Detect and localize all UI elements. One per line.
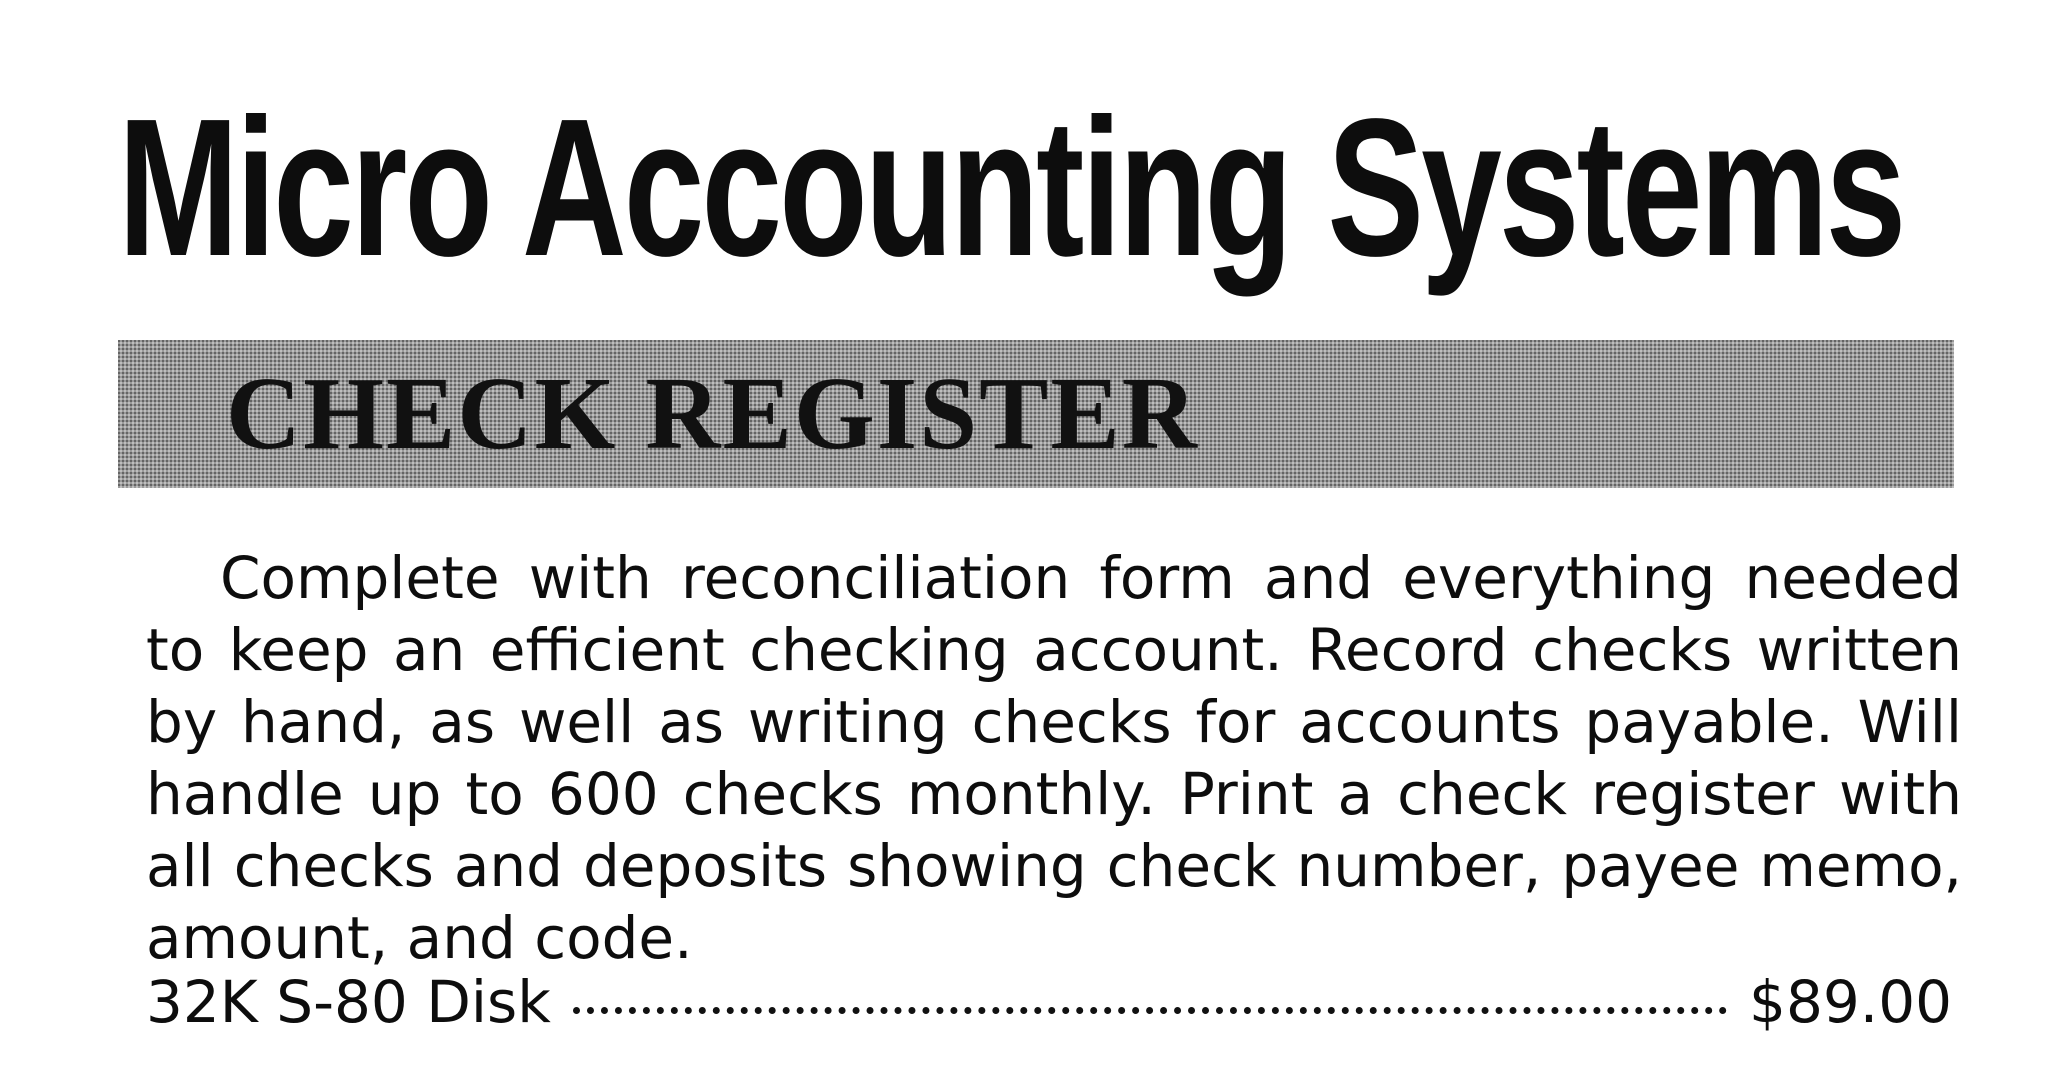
company-title: Micro Accounting Systems bbox=[118, 78, 1904, 297]
product-description: Complete with reconciliation form and everything needed to keep an efficient checking account. Record checks written by hand, as well as writing checks for accounts payable. Will handle up to 600 checks monthly. Print a check register with all checks and deposits showing check number, payee memo, amount, and code. bbox=[146, 544, 1962, 972]
price-value: $89.00 bbox=[1749, 968, 1952, 1036]
price-item-label: 32K S-80 Disk bbox=[146, 968, 551, 1036]
product-banner bbox=[118, 340, 1954, 488]
product-banner-label: CHECK REGISTER bbox=[226, 356, 1199, 471]
price-line bbox=[146, 966, 1952, 1038]
dot-leader bbox=[573, 1007, 1727, 1014]
